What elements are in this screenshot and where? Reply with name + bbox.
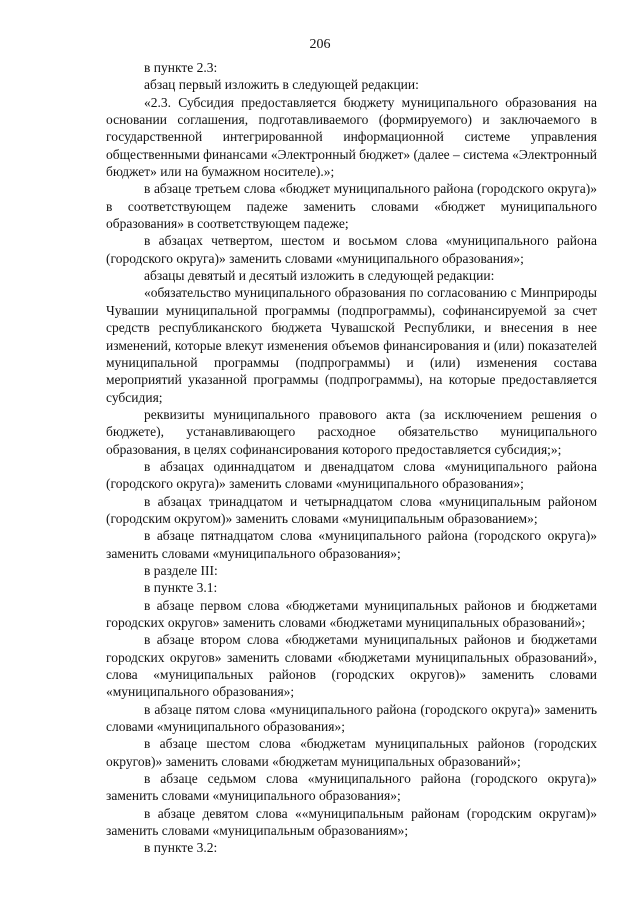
document-body (106, 59, 597, 857)
paragraph: в абзацах одиннадцатом и двенадцатом слова «муниципального района (городского округа)» заменить словами «муниципального образования»; (106, 458, 597, 492)
paragraph: в абзаце пятнадцатом слова «муниципального района (городского округа)» заменить словами «муниципального образования»; (106, 528, 597, 561)
paragraph: в абзацах четвертом, шестом и восьмом слова «муниципального района (городского округа)» заменить словами «муниципального образования»; (106, 233, 597, 266)
paragraph: в абзаце втором слова «бюджетами муниципальных районов и бюджетами городских округов» заменить словами «бюджетами муниципальных образований», слова «муниципальных районов (городских округов)» заменить словами «муниципального образования»; (106, 632, 597, 700)
paragraph: в пункте 3.1: (144, 580, 218, 596)
paragraph: в пункте 2.3: (144, 60, 218, 75)
paragraph: абзац первый изложить в следующей редакции: (144, 77, 419, 93)
paragraph: в абзаце первом слова «бюджетами муниципальных районов и бюджетами городских округов» заменить словами «бюджетами муниципальных образований»; (106, 597, 597, 630)
paragraph: в пункте 3.2: (144, 840, 218, 856)
paragraph: в абзаце девятом слова ««муниципальным районам (городским округам)» заменить словами «муниципальным образованиям»; (106, 805, 597, 839)
paragraph: «2.3. Субсидия предоставляется бюджету муниципального образования на основании соглашения, подготавливаемого (формируемого) и заключаемого в государственной интегрированной информационной системе управления общественными финансами «Электронный бюджет» (далее – система «Электронный бюджет» или на бумажном носителе).»; (106, 94, 597, 180)
paragraph: в абзаце третьем слова «бюджет муниципального района (городского округа)» в соответствующем падеже заменить словами «бюджет муниципального образования» в соответствующем падеже; (106, 181, 597, 232)
paragraph: в разделе III: (144, 562, 218, 578)
paragraph: в абзаце седьмом слова «муниципального района (городского округа)» заменить словами «муниципального образования»; (106, 771, 597, 804)
paragraph: в абзацах тринадцатом и четырнадцатом слова «муниципальным районом (городским округом)» заменить словами «муниципальным образованием»; (106, 493, 597, 526)
paragraph: реквизиты муниципального правового акта (за исключением решения о бюджете), устанавливающего расходное обязательство муниципального образования, в целях софинансирования которого предоставляется субсидия;»; (106, 406, 597, 457)
paragraph: абзацы девятый и десятый изложить в следующей редакции: (144, 268, 495, 284)
page-number: 206 (309, 37, 331, 52)
paragraph: в абзаце шестом слова «бюджетам муниципальных районов (городских округов)» заменить словами «бюджетам муниципальных образований»; (106, 736, 597, 769)
paragraph: «обязательство муниципального образования по согласованию с Минприроды Чувашии муниципальной программы (подпрограммы), софинансируемой за счет средств республиканского бюджета Чувашской Республики, и внесения в нее изменений, которые влекут изменения объемов финансирования и (или) показателей муниципальной программы (подпрограммы) и (или) изменения состава мероприятий указанной программы (подпрограммы), на которые предоставляется субсидия; (106, 285, 597, 405)
paragraph: в абзаце пятом слова «муниципального района (городского округа)» заменить словами «муниципального образования»; (106, 701, 597, 735)
